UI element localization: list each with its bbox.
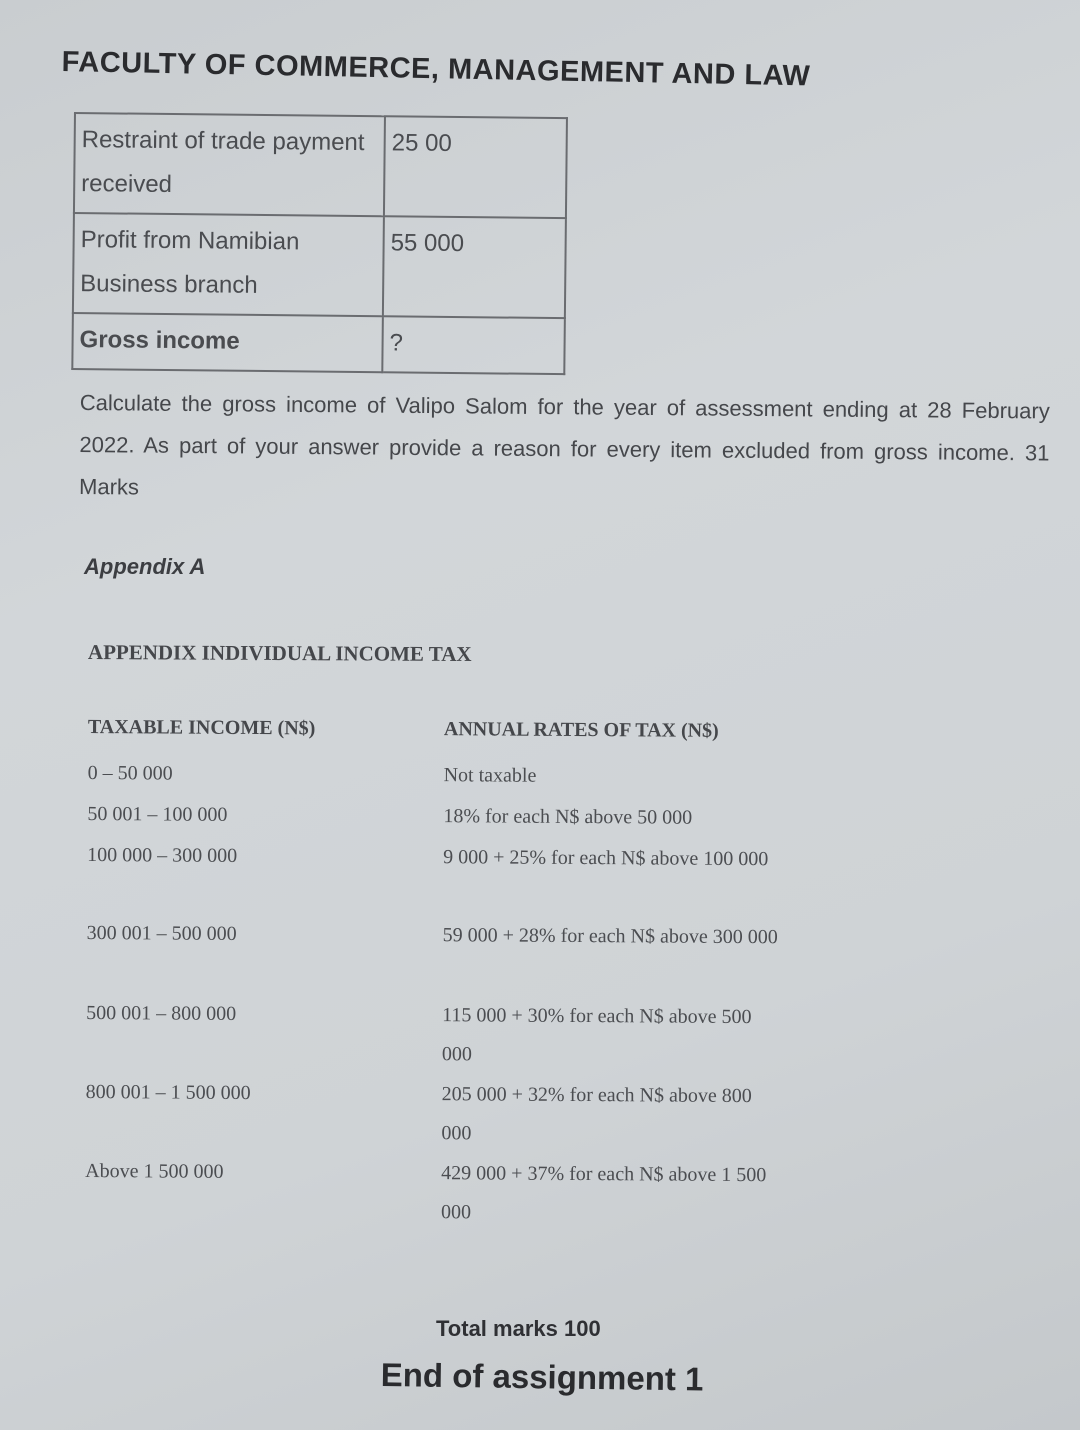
income-table xyxy=(71,112,568,375)
tax-rate: 429 000 + 37% for each N$ above 1 500 000 xyxy=(440,1162,767,1224)
table-row xyxy=(73,213,566,318)
table-row xyxy=(86,994,786,1066)
table-row xyxy=(87,754,788,787)
row-value: 55 000 xyxy=(383,216,566,318)
taxable-income-header: TAXABLE INCOME (N$) xyxy=(87,716,316,740)
table-row xyxy=(72,313,565,374)
income-bracket: 0 – 50 000 xyxy=(87,761,173,785)
tax-rate: 18% for each N$ above 50 000 xyxy=(443,805,693,829)
income-bracket: 800 001 – 1 500 000 xyxy=(85,1080,251,1105)
appendix-title: APPENDIX INDIVIDUAL INCOME TAX xyxy=(87,640,472,667)
tax-header-row xyxy=(87,716,788,742)
tax-rate: 9 000 + 25% for each N$ above 100 000 xyxy=(443,846,769,871)
tax-rate: Not taxable xyxy=(443,764,537,787)
faculty-heading: FACULTY OF COMMERCE, MANAGEMENT AND LAW xyxy=(61,46,811,93)
row-label: Profit from Namibian Business branch xyxy=(73,213,384,316)
income-bracket: 50 001 – 100 000 xyxy=(87,802,228,826)
income-bracket: Above 1 500 000 xyxy=(85,1159,224,1183)
question-text: Calculate the gross income of Valipo Salom for the year of assessment ending at 28 February 2022. As part of your answer provide a reason for every item excluded from gross income. 31 Marks xyxy=(78,389,1050,500)
tax-rate: 205 000 + 32% for each N$ above 800 000 xyxy=(441,1083,752,1145)
income-bracket: 300 001 – 500 000 xyxy=(86,921,237,945)
row-value: 25 00 xyxy=(384,116,567,218)
total-marks: Total marks 100 xyxy=(436,1316,601,1341)
table-row xyxy=(74,113,567,218)
tax-rate: 115 000 + 30% for each N$ above 500 000 xyxy=(441,1004,752,1066)
table-row xyxy=(86,914,787,949)
row-label: Gross income xyxy=(72,313,383,372)
end-of-assignment: End of assignment 1 xyxy=(380,1356,704,1398)
row-value: ? xyxy=(382,316,565,374)
income-bracket: 100 000 – 300 000 xyxy=(87,843,238,867)
annual-rates-header: ANNUAL RATES OF TAX (N$) xyxy=(443,718,719,742)
tax-rate: 59 000 + 28% for each N$ above 300 000 xyxy=(442,924,778,949)
tax-rates-table xyxy=(85,716,788,1224)
row-label: Restraint of trade payment received xyxy=(74,113,385,216)
income-bracket: 500 001 – 800 000 xyxy=(86,1001,237,1025)
appendix-label: Appendix A xyxy=(84,554,206,579)
